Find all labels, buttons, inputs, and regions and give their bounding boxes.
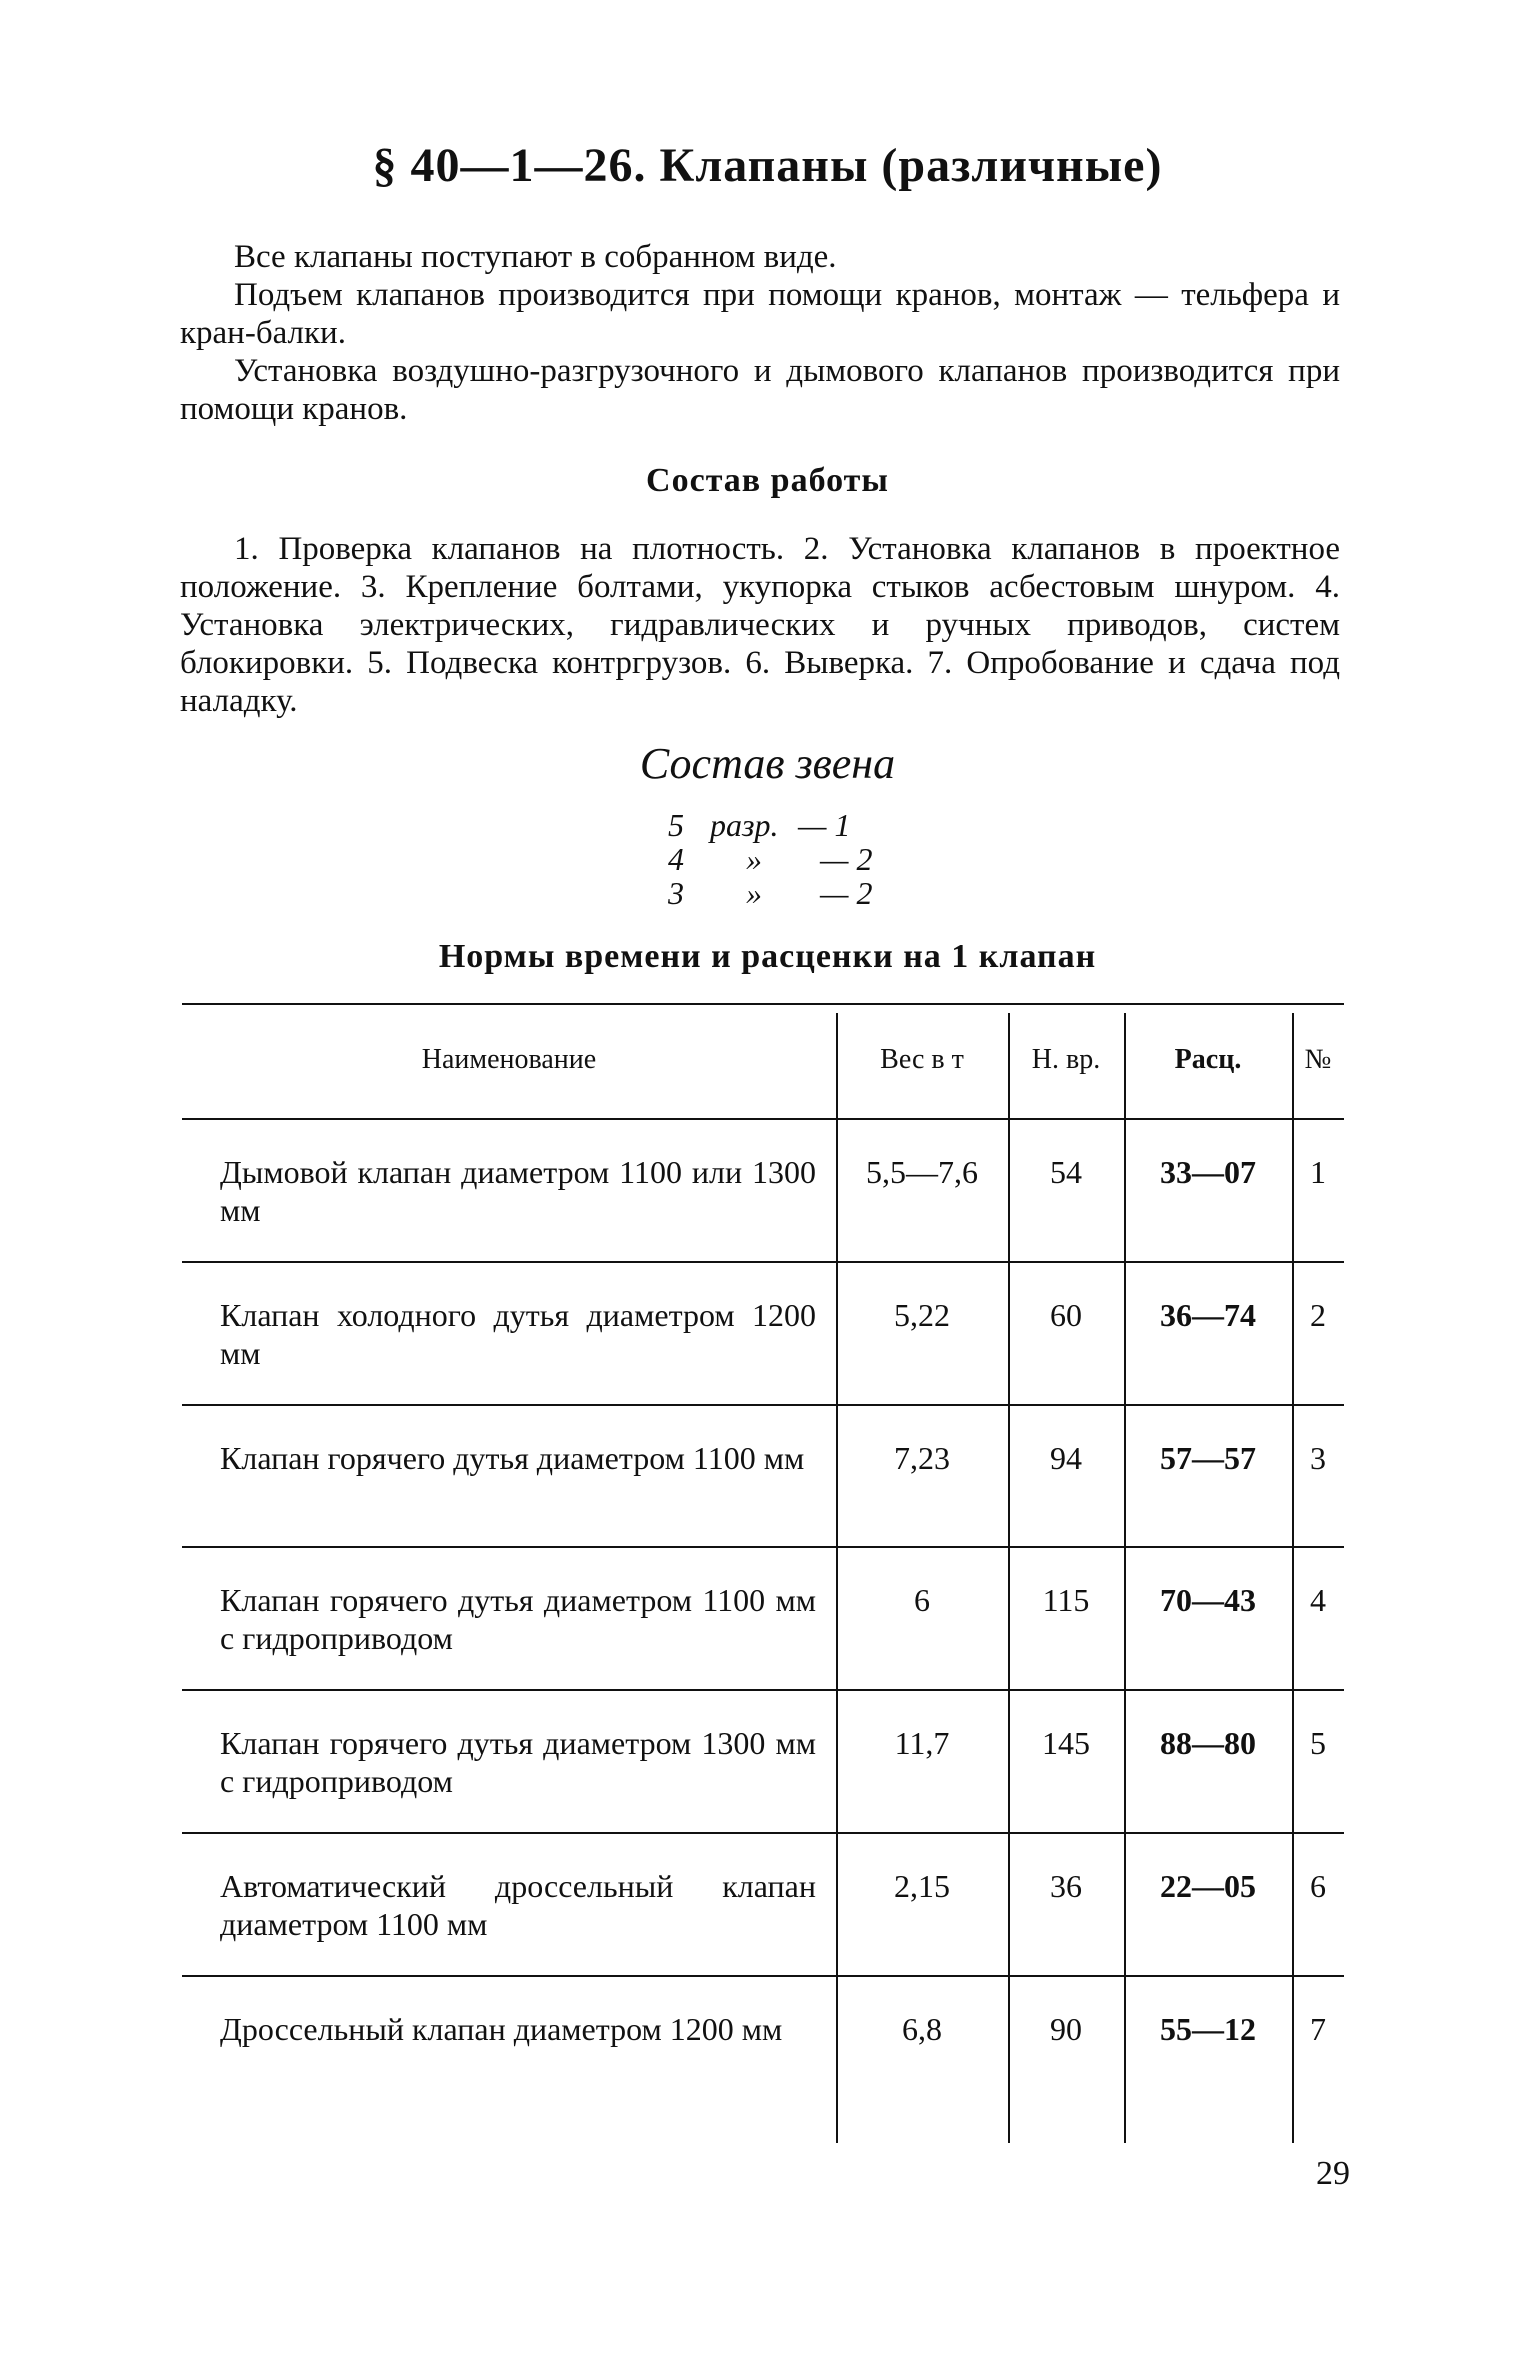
row-norm: 36 [1050,1868,1082,1904]
crew-list [668,808,880,910]
row-price: 22—05 [1160,1868,1256,1904]
table-heading: Нормы времени и расценки на 1 клапан [438,938,1097,975]
table-rule [182,1689,1344,1691]
row-price: 70—43 [1160,1582,1256,1618]
row-name: Клапан холодного дутья диаметром 1200 мм [220,1297,816,1371]
table-rule [182,1261,1344,1263]
row-name: Клапан горячего дутья диаметром 1100 мм с гидроприводом [220,1582,816,1656]
row-name: Клапан горячего дутья диаметром 1300 мм с гидроприводом [220,1725,816,1799]
crew-row [668,808,880,842]
row-no: 4 [1310,1582,1326,1618]
header-name: Наименование [421,1044,597,1075]
row-price: 55—12 [1160,2011,1256,2047]
row-price: 88—80 [1160,1725,1256,1761]
crew-heading: Состав звена [639,739,896,788]
table-rule [182,1546,1344,1548]
row-norm: 54 [1050,1154,1082,1190]
row-norm: 60 [1050,1297,1082,1333]
table-rule [182,1118,1344,1120]
row-weight: 5,5—7,6 [866,1154,978,1190]
row-name: Автоматический дроссельный клапан диаметром 1100 мм [220,1868,816,1942]
table-rule [182,1003,1344,1005]
row-weight: 7,23 [894,1440,950,1476]
row-weight: 6 [914,1582,930,1618]
crew-grade: 4 [668,841,684,877]
crew-row [668,842,880,876]
crew-count: — 2 [820,875,873,911]
row-no: 6 [1310,1868,1326,1904]
row-price: 57—57 [1160,1440,1256,1476]
row-price: 36—74 [1160,1297,1256,1333]
row-name: Дроссельный клапан диаметром 1200 мм [220,2011,783,2047]
work-heading: Состав работы [646,462,889,499]
crew-count: — 2 [820,841,873,877]
row-no: 2 [1310,1297,1326,1333]
row-weight: 5,22 [894,1297,950,1333]
page-number: 29 [1316,2155,1350,2192]
crew-row [668,876,880,910]
header-weight: Вес в т [880,1044,964,1075]
crew-grade: 3 [668,875,684,911]
crew-unit: » [746,841,762,877]
row-no: 5 [1310,1725,1326,1761]
table-rule [182,1404,1344,1406]
row-price: 33—07 [1160,1154,1256,1190]
header-norm: Н. вр. [1031,1044,1101,1075]
row-weight: 6,8 [902,2011,942,2047]
crew-grade: 5 [668,807,684,843]
row-no: 3 [1310,1440,1326,1476]
intro-paragraph-3: Установка воздушно-разгрузочного и дымового клапанов производится при помощи кранов. [180,353,1340,427]
work-text: 1. Проверка клапанов на плотность. 2. Установка клапанов в проектное положение. 3. Крепление болтами, укупорка стыков асбестовым шнуром. 4. Установка электрических, гидравлических и ручных приводов, систем блокировки. 5. Подвеска контргрузов. 6. Выверка. 7. Опробование и сдача под наладку. [180,531,1340,719]
row-weight: 2,15 [894,1868,950,1904]
table-rule [182,1975,1344,1977]
row-norm: 145 [1042,1725,1090,1761]
crew-unit: » [746,875,762,911]
row-norm: 90 [1050,2011,1082,2047]
header-no: № [1304,1044,1332,1075]
row-weight: 11,7 [894,1725,950,1761]
row-name: Клапан горячего дутья диаметром 1100 мм [220,1440,805,1476]
header-price: Расц. [1174,1044,1242,1075]
row-no: 1 [1310,1154,1326,1190]
row-name: Дымовой клапан диаметром 1100 или 1300 мм [220,1154,816,1228]
crew-unit: разр. [710,807,779,843]
crew-count: — 1 [798,807,851,843]
section-title: § 40—1—26. Клапаны (различные) [372,139,1163,192]
row-norm: 115 [1042,1582,1090,1618]
row-norm: 94 [1050,1440,1082,1476]
intro-paragraph-1: Все клапаны поступают в собранном виде. [234,239,837,275]
table-rule [182,1832,1344,1834]
intro-paragraph-2: Подъем клапанов производится при помощи кранов, монтаж — тельфера и кран-балки. [180,277,1340,351]
row-no: 7 [1310,2011,1326,2047]
